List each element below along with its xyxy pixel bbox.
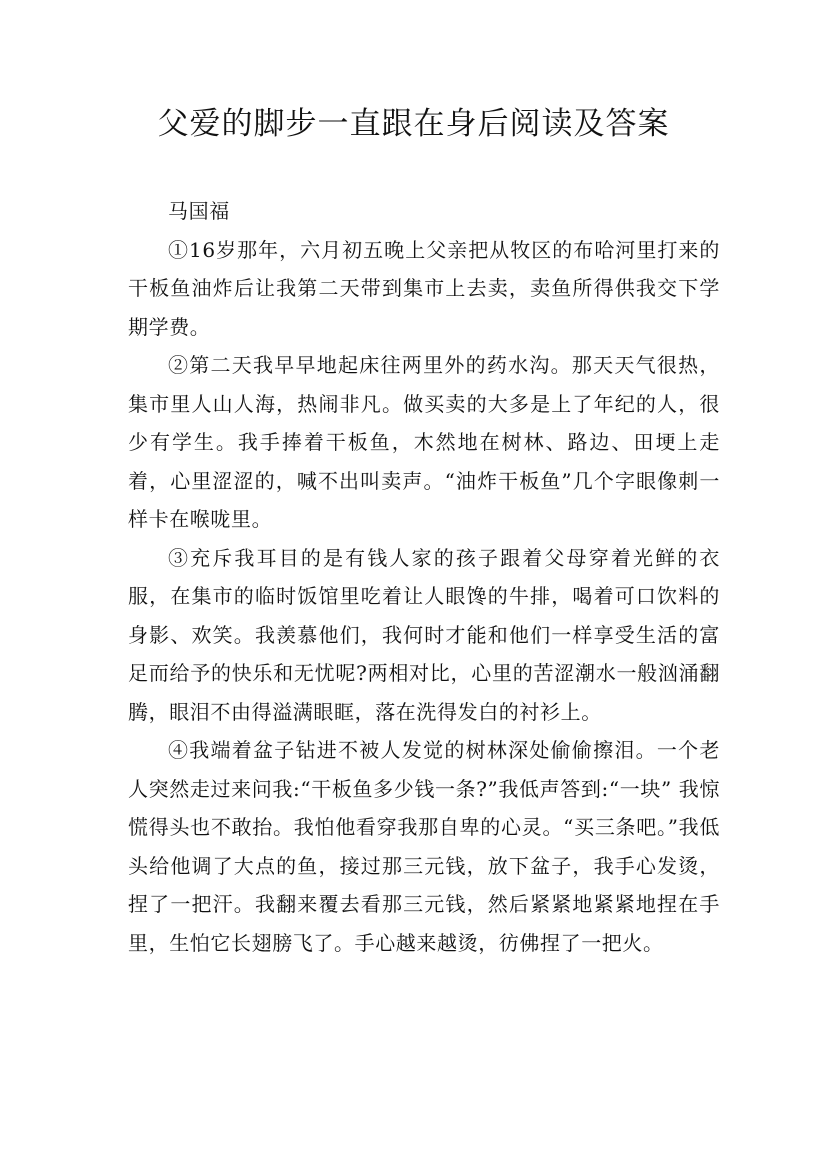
paragraph-4: ④我端着盆子钻进不被人发觉的树林深处偷偷擦泪。一个老人突然走过来问我:“干板鱼多少钱一条?”我低声答到:“一块” 我惊慌得头也不敢抬。我怕他看穿我那自卑的心灵。“买三条吧。”我低头给他调了大点的鱼，接过那三元钱，放下盆子，我手心发烫，捏了一把汗。我翻来覆去看那三元钱，然后紧紧地紧紧地捏在手里，生怕它长翅膀飞了。手心越来越烫，彷佛捏了一把火。 <box>128 738 720 955</box>
paragraph-2: ②第二天我早早地起床往两里外的药水沟。那天天气很热，集市里人山人海，热闹非凡。做买卖的大多是上了年纪的人，很少有学生。我手捧着干板鱼，木然地在树林、路边、田埂上走着，心里涩涩的，喊不出叫卖声。“油炸干板鱼”几个字眼像刺一样卡在喉咙里。 <box>128 353 720 531</box>
document-title: 父爱的脚步一直跟在身后阅读及答案 <box>157 106 670 142</box>
paragraph-3: ③充斥我耳目的是有钱人家的孩子跟着父母穿着光鲜的衣服，在集市的临时饭馆里吃着让人眼馋的牛排，喝着可口饮料的身影、欢笑。我羡慕他们，我何时才能和他们一样享受生活的富足而给予的快乐和无忧呢?两相对比，心里的苦涩潮水一般汹涌翻腾，眼泪不由得溢满眼眶，落在洗得发白的衬衫上。 <box>128 545 720 724</box>
paragraph-1: ①16岁那年，六月初五晚上父亲把从牧区的布哈河里打来的干板鱼油炸后让我第二天带到集市上去卖，卖鱼所得供我交下学期学费。 <box>128 237 720 339</box>
author-name: 马国福 <box>168 199 230 223</box>
article-body <box>128 192 720 962</box>
